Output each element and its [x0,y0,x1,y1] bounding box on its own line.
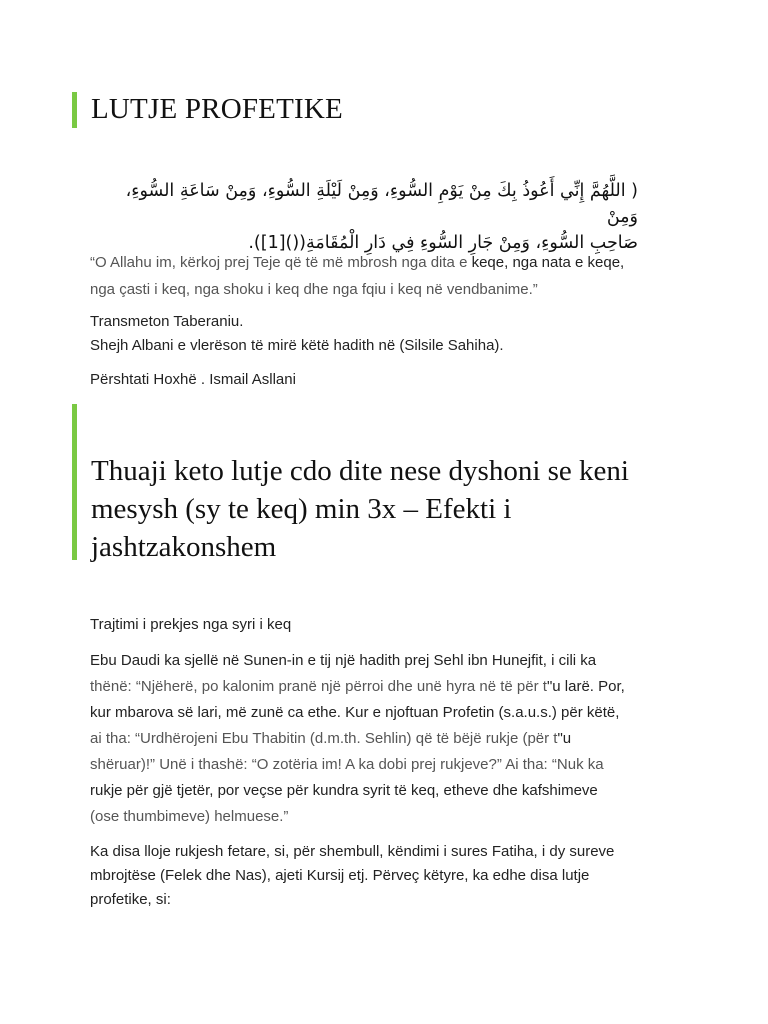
arabic-prayer-line-2: صَاحِبِ السُّوءِ، وَمِنْ جَارِ السُّوءِ فِي دَارِ الْمُقَامَةِ(()[1]). [248,233,638,253]
translation-line-1a: “O Allahu im, kërkoj prej Teje që të më mbrosh nga dita e [90,254,472,271]
prayer-translation [90,249,690,303]
adapter-text: Përshtati Hoxhë . Ismail Asllani [90,371,296,388]
paragraph-rukje-line-3: profetike, si: [90,891,171,908]
paragraph-hadith-line-5a: shëruar)!” [90,756,160,773]
paragraph-rukje-line-1: Ka disa lloje rukjesh fetare, si, për shembull, këndimi i sures Fatiha, i dy sureve [90,843,615,860]
paragraph-rukje-types [90,840,690,912]
paragraph-hadith-line-4b: "u [557,730,572,747]
paragraph-rukje-line-2: mbrojtëse (Felek dhe Nas), ajeti Kursij etj. Përveç këtyre, ka edhe disa lutje [90,867,590,884]
paragraph-hadith-line-5 [90,752,690,778]
source-info [90,310,690,358]
paragraph-hadith-line-5c: Nuk ka [556,756,604,773]
section-heading-thuaji-lutje: Thuaji keto lutje cdo dite nese dyshoni se keni mesysh (sy te keq) min 3x – Efekti i jashtzakonshem [91,455,629,563]
section-accent-bar [72,404,77,560]
transmitter-text: Transmeton Taberaniu. [90,313,244,330]
translation-line-1 [90,249,690,276]
evaluation-text: Shejh Albani e vlerëson të mirë këtë hadith në (Silsile Sahiha). [90,337,504,354]
paragraph-hadith-line-3: kur mbarova së lari, më zunë ca ethe. Kur e njoftuan Profetin (s.a.u.s.) për këtë, [90,704,620,721]
arabic-prayer-line-1: ( اللَّهُمَّ إِنِّي أَعُوذُ بِكَ مِنْ يَوْمِ السُّوءِ، وَمِنْ لَيْلَةِ السُّوءِ، وَمِنْ سَاعَةِ السُّوءِ، وَمِنْ [125,181,638,227]
paragraph-hadith-line-2b: "u larë. Por, [546,678,625,695]
paragraph-hadith-line-6: rukje për gjë tjetër, por veçse për kundra syrit të keq, etheve dhe kafshimeve [90,782,598,799]
paragraph-hadith-line-1: Ebu Daudi ka sjellë në Sunen-in e tij një hadith prej Sehl ibn Hunejfit, i cili ka [90,652,597,669]
translation-line-1b: keqe, nga nata e keqe, [471,254,625,271]
arabic-prayer [90,178,638,256]
paragraph-hadith-line-7: (ose thumbimeve) helmuese.” [90,808,289,825]
section-heading-lutje-profetike: LUTJE PROFETIKE [91,93,343,125]
paragraph-hadith-line-4 [90,726,690,752]
paragraph-hadith-line-4a: ai tha: “Urdhërojeni Ebu Thabitin (d.m.th. Sehlin) që të bëjë rukje (për t [90,730,558,747]
paragraph-hadith-line-2 [90,674,690,700]
paragraph-hadith [90,648,690,830]
translation-line-2: nga çasti i keq, nga shoku i keq dhe nga fqiu i keq në vendbanime.” [90,281,538,298]
section-accent-bar [72,92,77,128]
paragraph-hadith-line-5b: Unë i thashë: “O zotëria im! A ka dobi prej rukjeve?” Ai tha: “ [159,756,557,773]
subheading-trajtimi: Trajtimi i prekjes nga syri i keq [90,616,292,633]
paragraph-hadith-line-2a: thënë: “Njëherë, po kalonim pranë një përroi dhe unë hyra në të për t [90,678,547,695]
